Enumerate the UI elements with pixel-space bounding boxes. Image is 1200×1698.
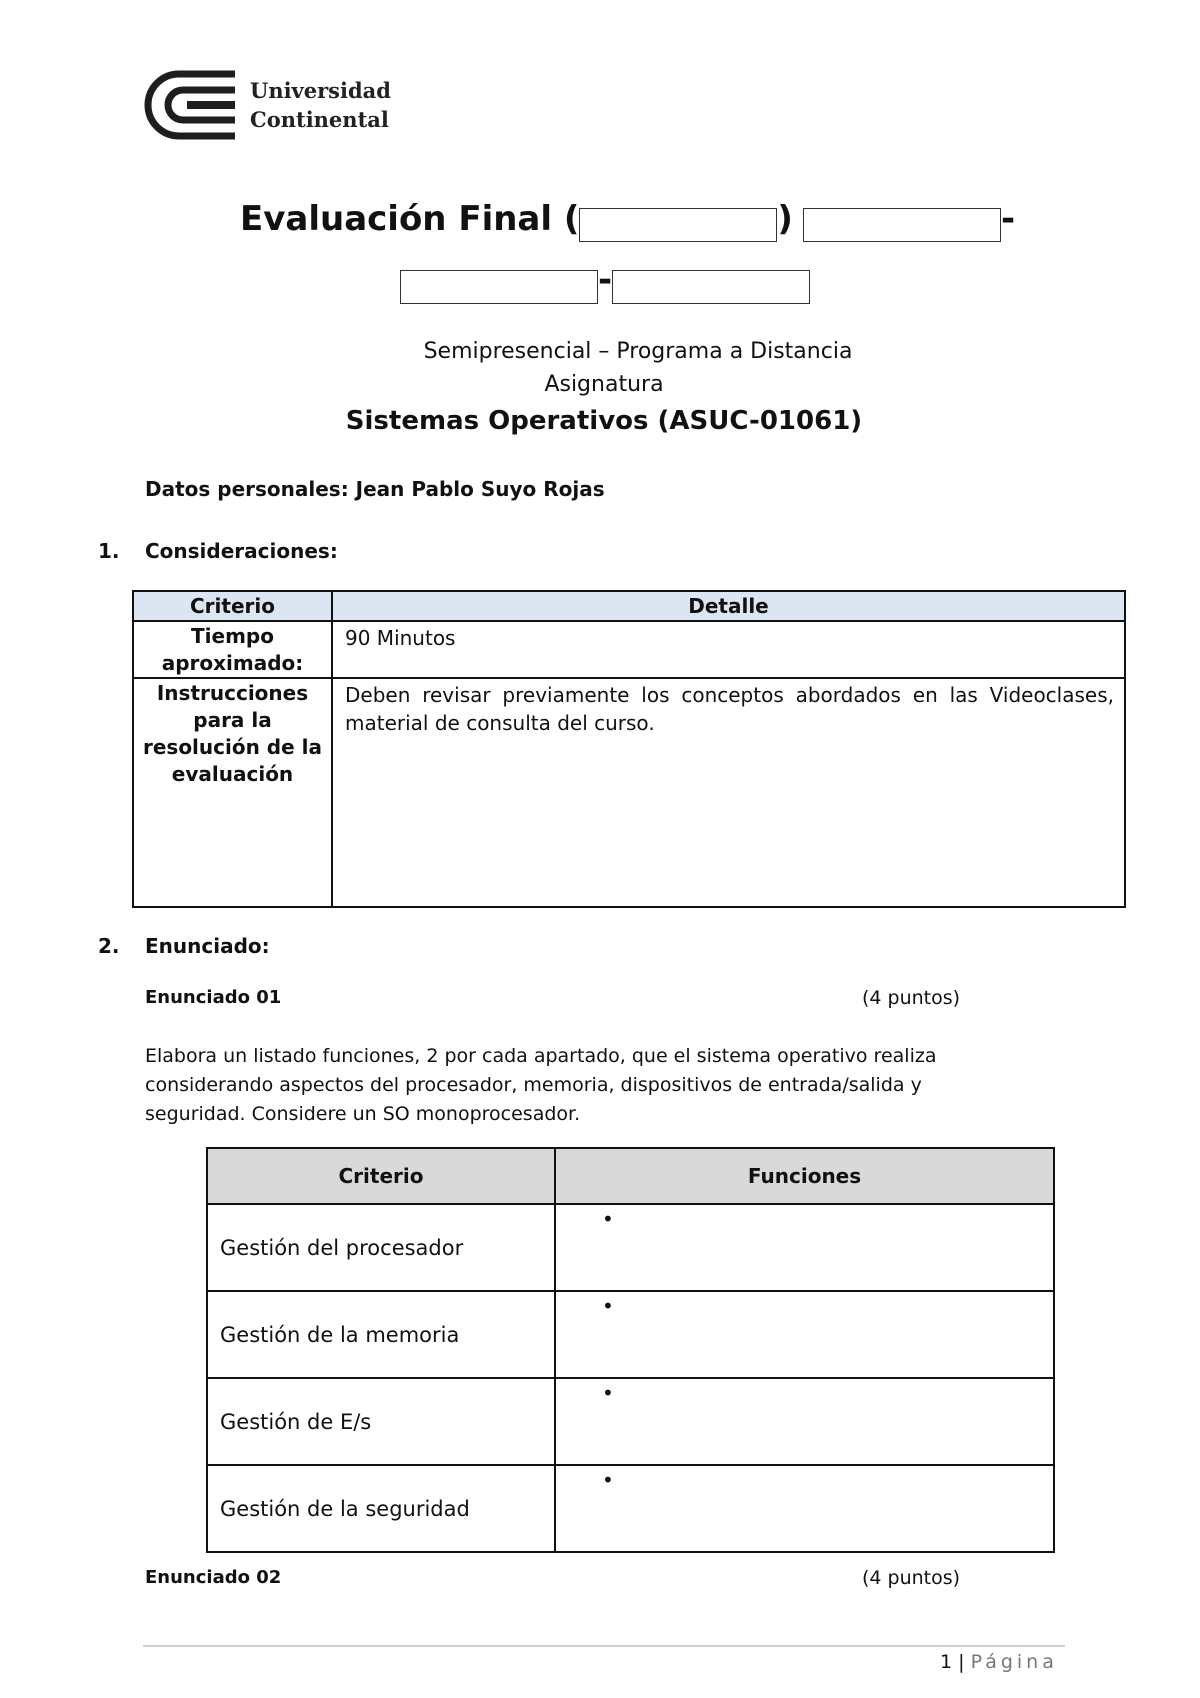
table-header-funciones: Funciones	[555, 1148, 1054, 1204]
enunciado-01-text: Elabora un listado funciones, 2 por cada apartado, que el sistema operativo realiza considerando aspectos del procesador, memoria, dispositivos de entrada/salida y seguridad. Considere un SO monoprocesador.	[145, 1045, 937, 1125]
section-title: Enunciado:	[145, 934, 270, 958]
enunciado-02-points: (4 puntos)	[862, 1567, 961, 1589]
table-row	[207, 1465, 1054, 1552]
enunciado-01-points: (4 puntos)	[862, 987, 961, 1009]
logo-wordmark	[250, 76, 391, 134]
title-blank-1[interactable]	[579, 208, 777, 242]
title-blank-3[interactable]	[400, 270, 598, 304]
title-text: Evaluación Final (	[240, 199, 580, 239]
table-row	[207, 1204, 1054, 1291]
course-title: Sistemas Operativos (ASUC-01061)	[345, 406, 863, 436]
detalle-cell: Deben revisar previamente los conceptos abordados en las Videoclases, material de consulta del curso.	[332, 678, 1125, 907]
table-row	[133, 621, 1125, 678]
page-footer	[940, 1651, 1058, 1673]
criterio-cell: Instrucciones para la resolución de la evaluación	[133, 678, 332, 907]
page-title	[240, 196, 1015, 242]
consideraciones-table	[132, 590, 1126, 908]
funciones-cell[interactable]: •	[555, 1378, 1054, 1465]
section-heading-1	[98, 539, 338, 563]
title-blank-4[interactable]	[612, 270, 810, 304]
funciones-cell[interactable]: •	[555, 1204, 1054, 1291]
funciones-cell[interactable]: •	[555, 1291, 1054, 1378]
table-header-detalle: Detalle	[332, 591, 1125, 621]
table-header-criterio: Criterio	[207, 1148, 555, 1204]
funciones-cell[interactable]: •	[555, 1465, 1054, 1552]
modalidad-text: Semipresencial – Programa a Distancia	[423, 339, 853, 364]
funciones-table	[206, 1147, 1055, 1553]
asignatura-label: Asignatura	[544, 372, 664, 397]
footer-divider	[143, 1645, 1065, 1647]
criterio-cell: Tiempo aproximado:	[133, 621, 332, 678]
personal-data: Datos personales: Jean Pablo Suyo Rojas	[145, 477, 605, 501]
detalle-cell: 90 Minutos	[332, 621, 1125, 678]
criterio-cell: Gestión de la memoria	[207, 1291, 555, 1378]
enunciado-02-label: Enunciado 02	[145, 1567, 282, 1588]
section-title: Consideraciones:	[145, 539, 338, 563]
title-close-paren: )	[777, 199, 793, 239]
title-line-2	[400, 260, 810, 304]
page-word: Página	[970, 1651, 1058, 1673]
title-dash-1: -	[1000, 199, 1016, 239]
criterio-cell: Gestión del procesador	[207, 1204, 555, 1291]
table-header-criterio: Criterio	[133, 591, 332, 621]
logo-line-2: Continental	[250, 107, 389, 132]
table-row	[133, 678, 1125, 907]
criterio-cell: Gestión de E/s	[207, 1378, 555, 1465]
page-number: 1	[940, 1651, 953, 1673]
enunciado-01-label: Enunciado 01	[145, 987, 282, 1008]
logo-line-1: Universidad	[250, 78, 391, 103]
criterio-cell: Gestión de la seguridad	[207, 1465, 555, 1552]
section-number: 2.	[98, 934, 120, 958]
table-row	[207, 1378, 1054, 1465]
footer-separator: |	[958, 1651, 965, 1673]
table-row	[207, 1291, 1054, 1378]
title-dash-2: -	[598, 260, 613, 300]
university-logo	[143, 70, 393, 140]
section-number: 1.	[98, 539, 120, 563]
section-heading-2	[98, 934, 270, 958]
title-blank-2[interactable]	[803, 208, 1001, 242]
continental-logo-icon	[143, 70, 241, 140]
